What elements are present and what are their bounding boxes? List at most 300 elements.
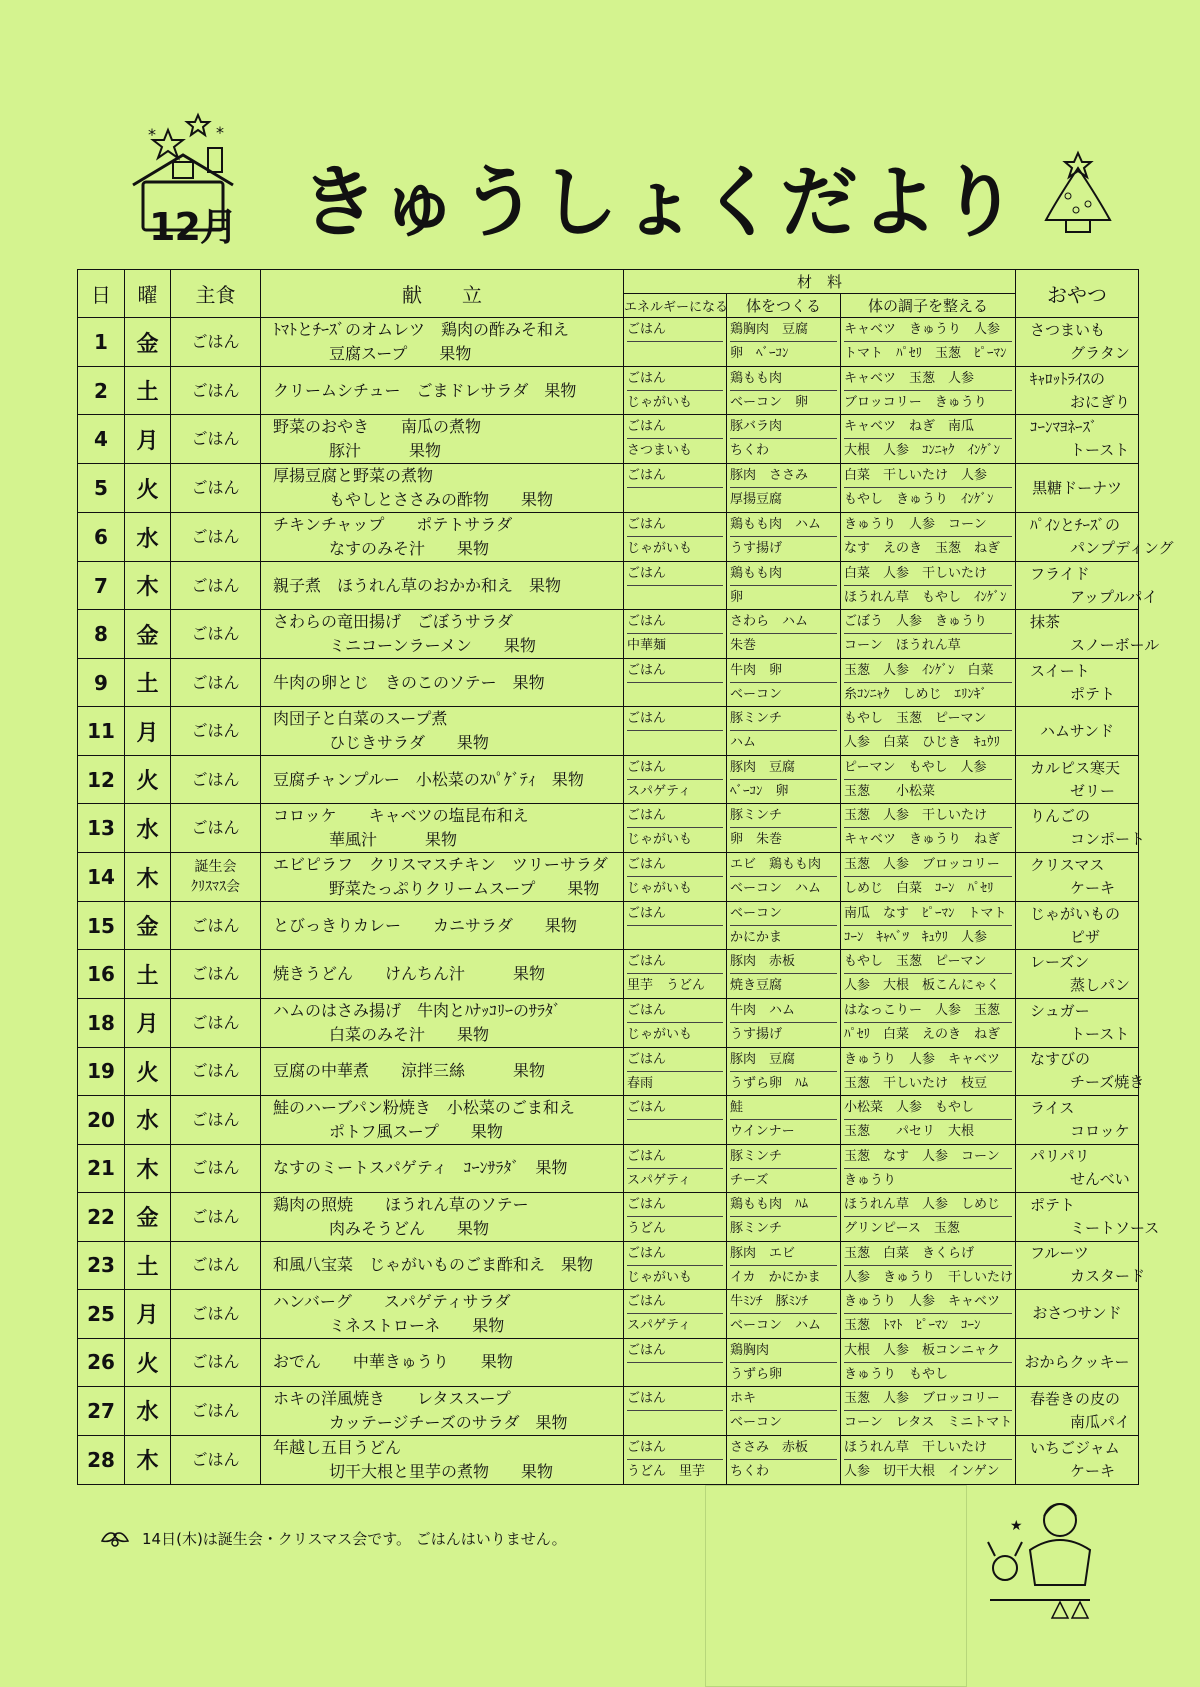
- staple-line: ごはん: [191, 1012, 240, 1032]
- condition-line: 小松菜 人参 もやし: [844, 1096, 1012, 1120]
- weekday-cell: 月: [125, 707, 171, 756]
- body-line: 牛肉 卵: [730, 659, 837, 683]
- energy-cell: [624, 659, 727, 707]
- staple-line: ごはん: [191, 1158, 240, 1178]
- snack-line: レーズン: [1030, 953, 1090, 972]
- body-cell: [727, 1435, 841, 1484]
- weekday-cell: 木: [125, 562, 171, 610]
- staple-cell: [171, 1386, 261, 1435]
- snack-line: ケーキ: [1070, 1461, 1116, 1480]
- snack-line: カスタード: [1070, 1267, 1146, 1286]
- energy-cell: [624, 1435, 727, 1484]
- snack-cell: [1016, 659, 1139, 707]
- snack-line: コンポート: [1070, 830, 1146, 849]
- energy-cell: [624, 318, 727, 367]
- snack-line: カルピス寒天: [1030, 758, 1121, 777]
- menu-line: 豆腐チャンプルー 小松菜のｽﾊﾟｹﾞﾃｨ 果物: [273, 769, 584, 789]
- menu-line: 野菜たっぷりクリームスープ 果物: [329, 879, 600, 899]
- menu-line: 焼きうどん けんちん汁 果物: [273, 964, 546, 984]
- santa-sleigh-icon: [980, 1490, 1100, 1620]
- table-row: [78, 1289, 1139, 1338]
- snack-cell: [1016, 1144, 1139, 1192]
- body-line: ベーコン 卵: [730, 395, 809, 410]
- menu-cell: [261, 756, 624, 804]
- energy-line: じゃがいも: [627, 1269, 693, 1285]
- energy-cell: [624, 464, 727, 513]
- condition-line: キャベツ きゅうり 人参: [844, 318, 1012, 342]
- table-row: [78, 513, 1139, 562]
- body-cell: [727, 513, 841, 562]
- energy-cell: [624, 902, 727, 950]
- weekday-cell: 木: [125, 1144, 171, 1192]
- menu-line: 肉みそうどん 果物: [329, 1218, 490, 1238]
- condition-line: なす えのき 玉葱 ねぎ: [844, 541, 1001, 557]
- table-row: [78, 318, 1139, 367]
- energy-line: ごはん: [627, 950, 723, 974]
- condition-cell: [841, 513, 1016, 562]
- condition-line: キャベツ ねぎ 南瓜: [844, 415, 1012, 439]
- menu-cell: [261, 610, 624, 659]
- snack-cell: [1016, 1338, 1139, 1386]
- staple-cell: [171, 367, 261, 415]
- menu-line: おでん 中華きゅうり 果物: [273, 1352, 513, 1372]
- snack-line: なすびの: [1030, 1050, 1091, 1069]
- condition-cell: [841, 950, 1016, 998]
- body-line: 鮭: [730, 1096, 837, 1120]
- energy-line: ごはん: [627, 1193, 723, 1217]
- header-menu: 献 立: [261, 270, 624, 318]
- energy-line: [627, 1363, 723, 1386]
- body-line: ウインナー: [730, 1123, 795, 1139]
- table-row: [78, 464, 1139, 513]
- staple-cell: [171, 998, 261, 1047]
- menu-line: チキンチャップ ポテトサラダ: [273, 515, 513, 535]
- body-line: 豚肉 エビ: [730, 1242, 837, 1266]
- weekday-cell: 月: [125, 998, 171, 1047]
- snack-line: ハムサンド: [1040, 721, 1114, 740]
- staple-cell: [171, 1435, 261, 1484]
- menu-cell: [261, 1338, 624, 1386]
- snack-line: 春巻きの皮の: [1030, 1389, 1121, 1408]
- snack-line: トースト: [1070, 441, 1130, 460]
- energy-line: [627, 488, 723, 511]
- staple-line: ごはん: [191, 769, 240, 789]
- energy-line: ごはん: [627, 853, 723, 877]
- menu-line: 白菜のみそ汁 果物: [329, 1024, 490, 1044]
- body-line: 豚ミンチ: [730, 1145, 837, 1169]
- energy-line: [627, 342, 723, 365]
- condition-line: 玉葱 なす 人参 コーン: [844, 1145, 1012, 1169]
- condition-cell: [841, 1192, 1016, 1241]
- condition-cell: [841, 464, 1016, 513]
- condition-cell: [841, 415, 1016, 464]
- energy-cell: [624, 367, 727, 415]
- energy-line: ごはん: [627, 1290, 723, 1314]
- snack-line: クリスマス: [1030, 856, 1105, 875]
- energy-line: じゃがいも: [627, 541, 693, 557]
- energy-line: さつまいも: [627, 443, 693, 459]
- energy-line: じゃがいも: [627, 832, 693, 848]
- condition-line: 玉葱 干しいたけ 枝豆: [844, 1075, 988, 1091]
- energy-line: ごはん: [627, 1048, 723, 1072]
- condition-line: 玉葱 ﾄﾏﾄ ﾋﾟｰﾏﾝ ｺｰﾝ: [844, 1317, 981, 1333]
- staple-cell: [171, 1192, 261, 1241]
- staple-cell: [171, 756, 261, 804]
- energy-line: ごはん: [627, 659, 723, 683]
- menu-cell: [261, 1435, 624, 1484]
- snack-line: さつまいも: [1030, 321, 1106, 339]
- energy-cell: [624, 1192, 727, 1241]
- header: [0, 100, 1200, 260]
- body-line: かにかま: [730, 930, 783, 946]
- table-row: [78, 562, 1139, 610]
- body-cell: [727, 1289, 841, 1338]
- energy-cell: [624, 950, 727, 998]
- condition-line: きゅうり 人参 キャベツ: [844, 1290, 1012, 1314]
- christmas-tree-icon: [1038, 148, 1118, 238]
- body-line: 鶏胸肉 豆腐: [730, 318, 837, 342]
- condition-line: しめじ 白菜 ｺｰﾝ ﾊﾟｾﾘ: [844, 881, 994, 897]
- snack-cell: [1016, 1289, 1139, 1338]
- energy-line: うどん: [627, 1220, 667, 1236]
- table-row: [78, 1047, 1139, 1095]
- holly-icon: [98, 1521, 132, 1555]
- body-cell: [727, 415, 841, 464]
- snack-line: 蒸しパン: [1070, 976, 1131, 995]
- body-cell: [727, 318, 841, 367]
- menu-cell: [261, 1289, 624, 1338]
- snack-line: ピザ: [1070, 927, 1101, 946]
- day-cell: 1: [78, 318, 125, 367]
- day-cell: 8: [78, 610, 125, 659]
- energy-line: ごはん: [627, 1339, 723, 1363]
- condition-cell: [841, 853, 1016, 902]
- energy-line: 里芋 うどん: [627, 978, 706, 994]
- staple-line: ごはん: [191, 332, 240, 351]
- day-cell: 18: [78, 998, 125, 1047]
- weekday-cell: 水: [125, 1386, 171, 1435]
- snack-cell: [1016, 853, 1139, 902]
- menu-line: 肉団子と白菜のスープ煮: [273, 709, 448, 729]
- body-line: 卵: [730, 590, 744, 606]
- snack-cell: [1016, 415, 1139, 464]
- staple-cell: [171, 1241, 261, 1289]
- body-cell: [727, 804, 841, 853]
- snack-line: 抹茶: [1030, 613, 1061, 632]
- menu-line: 親子煮 ほうれん草のおかか和え 果物: [273, 575, 562, 595]
- snack-line: 南瓜パイ: [1070, 1412, 1131, 1431]
- weekday-cell: 火: [125, 1338, 171, 1386]
- body-line: チーズ: [730, 1172, 769, 1188]
- energy-cell: [624, 1047, 727, 1095]
- body-line: 豚肉 赤板: [730, 950, 837, 974]
- menu-line: ハムのはさみ揚げ 牛肉とﾊﾅｯｺﾘｰのｻﾗﾀﾞ: [273, 1000, 562, 1020]
- body-line: ベーコン ハム: [730, 881, 822, 897]
- condition-line: キャベツ 玉葱 人参: [844, 367, 1012, 391]
- day-cell: 23: [78, 1241, 125, 1289]
- table-row: [78, 610, 1139, 659]
- snack-line: ミートソース: [1070, 1218, 1160, 1237]
- energy-cell: [624, 1095, 727, 1144]
- snack-line: じゃがいもの: [1030, 904, 1121, 923]
- menu-line: 豆腐スープ 果物: [329, 344, 472, 363]
- condition-line: もやし 玉葱 ピーマン: [844, 707, 1012, 731]
- condition-line: トマト ﾊﾟｾﾘ 玉葱 ﾋﾟｰﾏﾝ: [844, 346, 1007, 361]
- body-line: 鶏もも肉: [730, 562, 837, 586]
- menu-line: ホキの洋風焼き レタススープ: [273, 1388, 511, 1408]
- snack-line: せんべい: [1070, 1170, 1130, 1189]
- body-cell: [727, 950, 841, 998]
- body-line: ベーコン: [730, 1414, 783, 1430]
- staple-cell: [171, 804, 261, 853]
- snack-cell: [1016, 756, 1139, 804]
- staple-line: ごはん: [191, 1352, 240, 1372]
- condition-line: 人参 切干大根 インゲン: [844, 1463, 1000, 1479]
- menu-cell: [261, 707, 624, 756]
- condition-line: ほうれん草 干しいたけ: [844, 1436, 1012, 1460]
- body-cell: [727, 1338, 841, 1386]
- snack-line: ケーキ: [1070, 879, 1116, 898]
- body-line: うす揚げ: [730, 541, 783, 557]
- day-cell: 26: [78, 1338, 125, 1386]
- staple-cell: [171, 853, 261, 902]
- day-cell: 19: [78, 1047, 125, 1095]
- menu-line: 切干大根と里芋の煮物 果物: [329, 1461, 554, 1481]
- snack-line: パンプディング: [1070, 539, 1174, 558]
- day-cell: 9: [78, 659, 125, 707]
- snack-line: パリパリ: [1030, 1147, 1090, 1166]
- day-cell: 25: [78, 1289, 125, 1338]
- condition-line: グリンピース 玉葱: [844, 1220, 960, 1236]
- energy-cell: [624, 562, 727, 610]
- staple-line: ごはん: [191, 721, 240, 741]
- snack-cell: [1016, 610, 1160, 659]
- footnote: [98, 1518, 567, 1558]
- svg-text:*: *: [216, 123, 224, 142]
- snack-line: ｺｰﾝﾏﾖﾈｰｽﾞ: [1030, 418, 1098, 437]
- menu-line: カッテージチーズのサラダ 果物: [329, 1412, 568, 1432]
- snack-cell: [1016, 998, 1139, 1047]
- body-line: ベーコン: [730, 902, 837, 926]
- body-line: 牛ﾐﾝﾁ 豚ﾐﾝﾁ: [730, 1290, 837, 1314]
- body-line: 豚ミンチ: [730, 1220, 783, 1236]
- body-cell: [727, 659, 841, 707]
- menu-cell: [261, 1241, 624, 1289]
- menu-line: 豆腐の中華煮 涼拌三絲 果物: [273, 1061, 546, 1081]
- energy-line: [627, 1411, 723, 1434]
- table-row: [78, 1192, 1139, 1241]
- snack-cell: [1016, 367, 1139, 415]
- condition-cell: [841, 1241, 1016, 1289]
- day-cell: 14: [78, 853, 125, 902]
- menu-line: ひじきサラダ 果物: [329, 733, 489, 753]
- snack-line: フライド: [1030, 564, 1090, 583]
- snack-line: おからクッキー: [1024, 1352, 1130, 1371]
- staple-line: ごはん: [191, 1303, 240, 1323]
- body-cell: [727, 367, 841, 415]
- day-cell: 20: [78, 1095, 125, 1144]
- header-weekday: 曜: [125, 270, 171, 318]
- menu-line: 鶏肉の照焼 ほうれん草のソテー: [273, 1194, 529, 1214]
- energy-line: [627, 683, 723, 706]
- energy-line: じゃがいも: [627, 395, 693, 410]
- condition-line: もやし きゅうり ｲﾝｹﾞﾝ: [844, 492, 994, 508]
- menu-line: 和風八宝菜 じゃがいものごま酢和え 果物: [273, 1255, 594, 1275]
- menu-line: 華風汁 果物: [329, 830, 458, 850]
- staple-line: ごはん: [191, 1449, 240, 1469]
- energy-line: [627, 926, 723, 949]
- staple-cell: [171, 1289, 261, 1338]
- energy-line: ごはん: [627, 999, 723, 1023]
- energy-line: ごはん: [627, 804, 723, 828]
- condition-line: 人参 大根 板こんにゃく: [844, 978, 1000, 994]
- table-row: [78, 659, 1139, 707]
- condition-cell: [841, 318, 1016, 367]
- condition-cell: [841, 1095, 1016, 1144]
- body-line: 豚肉 豆腐: [730, 756, 837, 780]
- month-label: 12月: [149, 205, 237, 249]
- condition-line: 大根 人参 ｺﾝﾆｬｸ ｲﾝｹﾞﾝ: [844, 443, 1001, 459]
- body-line: ハム: [730, 735, 757, 751]
- staple-line: ごはん: [191, 380, 240, 400]
- energy-line: ごはん: [627, 464, 723, 488]
- menu-cell: [261, 950, 624, 998]
- staple-line: ごはん: [191, 429, 240, 449]
- condition-line: もやし 玉葱 ピーマン: [844, 950, 1012, 974]
- body-line: 鶏もも肉 ﾊﾑ: [730, 1193, 837, 1217]
- header-staple: 主食: [171, 270, 261, 318]
- menu-line: エビピラフ クリスマスチキン ツリーサラダ: [273, 855, 608, 875]
- staple-cell: [171, 950, 261, 998]
- condition-line: きゅうり もやし: [844, 1366, 949, 1382]
- condition-cell: [841, 659, 1016, 707]
- table-row: [78, 804, 1139, 853]
- weekday-cell: 水: [125, 1095, 171, 1144]
- staple-line: 誕生会: [194, 859, 237, 876]
- day-cell: 21: [78, 1144, 125, 1192]
- staple-cell: [171, 1338, 261, 1386]
- condition-line: 白菜 人参 干しいたけ: [844, 562, 1012, 586]
- condition-line: ブロッコリー きゅうり: [844, 395, 987, 410]
- snack-cell: [1016, 1386, 1139, 1435]
- staple-line: ごはん: [191, 964, 240, 984]
- table-row: [78, 1435, 1139, 1484]
- day-cell: 2: [78, 367, 125, 415]
- day-cell: 5: [78, 464, 125, 513]
- menu-table: [77, 269, 1174, 1485]
- snack-line: ゼリー: [1070, 781, 1116, 800]
- condition-cell: [841, 1144, 1016, 1192]
- staple-line: ごはん: [191, 478, 240, 498]
- condition-cell: [841, 562, 1016, 610]
- day-cell: 4: [78, 415, 125, 464]
- condition-line: キャベツ きゅうり ねぎ: [844, 832, 1001, 848]
- weekday-cell: 土: [125, 950, 171, 998]
- condition-cell: [841, 1386, 1016, 1435]
- snack-cell: [1016, 1435, 1139, 1484]
- menu-cell: [261, 1144, 624, 1192]
- snack-line: りんごの: [1030, 807, 1091, 826]
- staple-cell: [171, 610, 261, 659]
- condition-line: 白菜 干しいたけ 人参: [844, 464, 1012, 488]
- day-cell: 16: [78, 950, 125, 998]
- body-cell: [727, 1192, 841, 1241]
- condition-cell: [841, 998, 1016, 1047]
- staple-line: ごはん: [191, 1061, 240, 1081]
- staple-cell: [171, 513, 261, 562]
- body-line: エビ 鶏もも肉: [730, 853, 837, 877]
- body-cell: [727, 610, 841, 659]
- staple-line: ごはん: [191, 1400, 240, 1420]
- snack-cell: [1016, 707, 1139, 756]
- body-cell: [727, 1386, 841, 1435]
- menu-cell: [261, 1095, 624, 1144]
- snack-line: 黒糖ドーナツ: [1032, 478, 1122, 497]
- weekday-cell: 月: [125, 415, 171, 464]
- snack-line: ｷｬﾛｯﾄﾗｲｽの: [1030, 369, 1106, 388]
- condition-line: 玉葱 小松菜: [844, 784, 936, 800]
- snack-line: ポテト: [1070, 684, 1116, 703]
- condition-line: ピーマン もやし 人参: [844, 756, 1012, 780]
- body-line: 豚バラ肉: [730, 415, 837, 439]
- menu-cell: [261, 1386, 624, 1435]
- staple-cell: [171, 707, 261, 756]
- energy-line: 春雨: [627, 1075, 654, 1091]
- menu-cell: [261, 464, 624, 513]
- energy-cell: [624, 1289, 727, 1338]
- condition-line: きゅうり: [844, 1172, 897, 1188]
- table-row: [78, 950, 1139, 998]
- body-cell: [727, 1144, 841, 1192]
- menu-line: とびっきりカレー カニサラダ 果物: [273, 915, 577, 935]
- body-line: さわら ハム: [730, 610, 837, 634]
- energy-line: スパゲティ: [627, 1172, 691, 1188]
- body-line: ベーコン ハム: [730, 1317, 822, 1333]
- weekday-cell: 土: [125, 659, 171, 707]
- table-row: [78, 1095, 1139, 1144]
- menu-cell: [261, 562, 624, 610]
- energy-line: ごはん: [627, 610, 723, 634]
- body-line: 豚ミンチ: [730, 707, 837, 731]
- body-line: うずら卵: [730, 1366, 783, 1382]
- energy-line: ごはん: [627, 318, 723, 342]
- staple-cell: [171, 1047, 261, 1095]
- menu-cell: [261, 998, 624, 1047]
- staple-cell: [171, 415, 261, 464]
- snack-cell: [1016, 562, 1158, 610]
- menu-line: 豚汁 果物: [329, 441, 442, 461]
- menu-line: なすのミートスパゲティ ｺｰﾝｻﾗﾀﾞ 果物: [273, 1158, 568, 1178]
- body-line: 鶏もも肉: [730, 367, 837, 391]
- menu-cell: [261, 902, 624, 950]
- menu-line: ハンバーグ スパゲティサラダ: [273, 1291, 511, 1311]
- snack-line: チーズ焼き: [1070, 1073, 1145, 1092]
- staple-cell: [171, 318, 261, 367]
- snack-cell: [1016, 464, 1139, 513]
- body-line: 豚肉 豆腐: [730, 1048, 837, 1072]
- snack-line: コロッケ: [1070, 1121, 1130, 1140]
- snack-line: おにぎり: [1070, 392, 1131, 411]
- snack-line: ライス: [1030, 1098, 1075, 1117]
- condition-line: 人参 白菜 ひじき ｷｭｳﾘ: [844, 735, 1001, 751]
- body-line: ベーコン: [730, 687, 783, 703]
- energy-line: ごはん: [627, 1096, 723, 1120]
- energy-cell: [624, 1144, 727, 1192]
- staple-line: ごはん: [191, 1255, 240, 1275]
- body-line: 厚揚豆腐: [730, 492, 783, 508]
- body-line: うずら卵 ﾊﾑ: [730, 1075, 809, 1091]
- body-line: ホキ: [730, 1387, 837, 1411]
